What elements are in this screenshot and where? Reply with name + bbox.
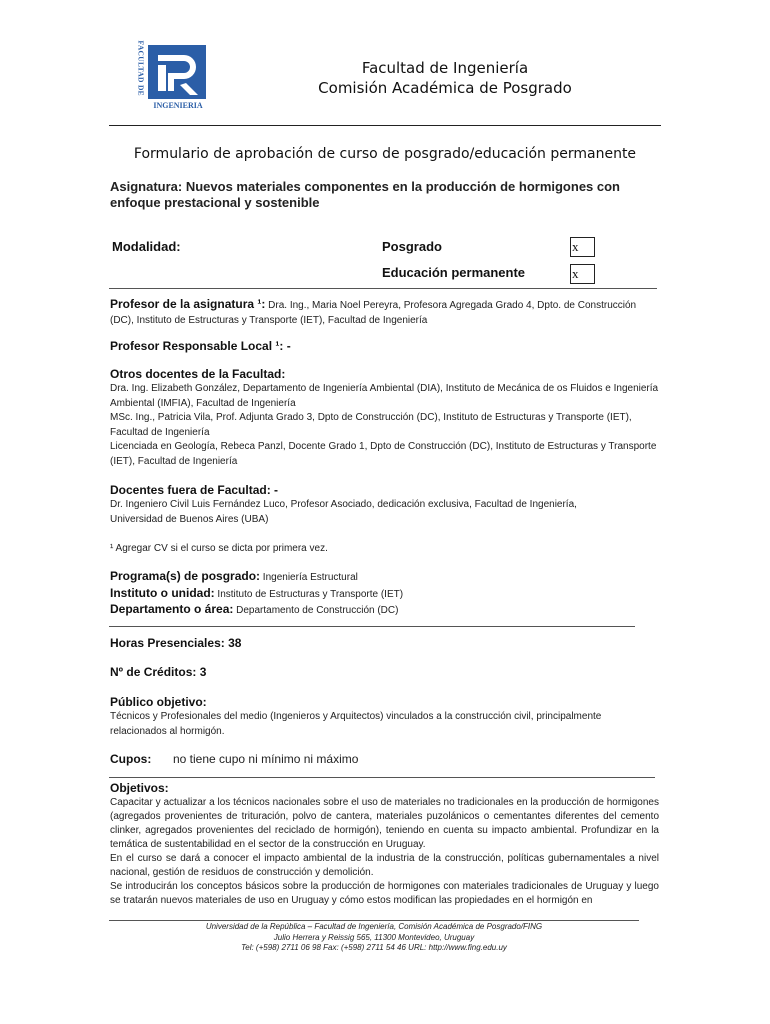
external-teachers-text: Dr. Ingeniero Civil Luis Fernández Luco, Profesor Asociado, dedicación exclusiva, Facultad de Ingeniería, Universidad de Buenos Aires (UBA) [110, 499, 577, 525]
local-responsible: Profesor Responsable Local ¹: - [110, 339, 291, 353]
modality-label: Modalidad: [112, 239, 181, 254]
form-title: Formulario de aprobación de curso de posgrado/educación permanente [133, 146, 637, 162]
professor-text: Dra. Ing., Maria Noel Pereyra, Profesora Agregada Grado 4, Dpto. de Construcción (DC), Instituto de Estructuras y Transporte (IET), Facultad de Ingeniería [110, 300, 637, 326]
section-divider [109, 777, 655, 778]
quota-value: no tiene cupo ni mínimo ni máximo [173, 752, 359, 766]
subject-heading: Asignatura: Nuevos materiales componentes en la producción de hormigones con enfoque prestacional y sostenible [110, 179, 620, 210]
section-divider [109, 626, 635, 627]
program-label: Programa(s) de posgrado: [110, 569, 261, 583]
logo-text-bottom: INGENIERIA [153, 101, 203, 110]
hours: Horas Presenciales: 38 [110, 636, 242, 650]
footer-divider [109, 920, 639, 921]
audience-text: Técnicos y Profesionales del medio (Ingenieros y Arquitectos) vinculados a la construcción civil, principalmente relacionados al hormigón. [110, 711, 602, 737]
teacher-item: Dra. Ing. Elizabeth González, Departamento de Ingeniería Ambiental (DIA), Instituto de Mecánica de os Fluidos e Ingeniería Ambiental (IMFIA), Facultad de Ingeniería [110, 383, 659, 409]
checkbox-educacion[interactable]: x [570, 264, 595, 284]
program-value: Ingeniería Estructural [260, 572, 358, 583]
objectives-text [110, 796, 659, 908]
professor-block [110, 297, 660, 328]
faculty-title: Facultad de Ingeniería [361, 59, 529, 77]
department-label: Departamento o área: [110, 602, 234, 617]
checkbox-posgrado[interactable]: x [570, 237, 595, 257]
audience-label: Público objetivo: [110, 695, 207, 709]
quota-label: Cupos: [110, 752, 152, 766]
footnote: ¹ Agregar CV si el curso se dicta por primera vez. [110, 543, 328, 554]
program-block [110, 569, 660, 619]
footer-line: Universidad de la República – Facultad de Ingeniería, Comisión Académica de Posgrado/FING [205, 922, 543, 931]
teacher-item: Licenciada en Geología, Rebeca Panzl, Docente Grado 1, Dpto de Construcción (DC), Instituto de Estructuras y Transporte (IET), Facultad de Ingeniería [110, 441, 657, 467]
department-value: Departamento de Construcción (DC) [233, 605, 399, 617]
header-titles [300, 58, 590, 98]
commission-title: Comisión Académica de Posgrado [318, 79, 572, 97]
credits: Nº de Créditos: 3 [110, 665, 207, 679]
logo-text-vertical: FACULTAD DE [136, 40, 146, 96]
faculty-logo [134, 40, 208, 113]
professor-label: Profesor de la asignatura ¹: [110, 297, 266, 311]
section-divider [109, 288, 657, 289]
other-teachers-label: Otros docentes de la Facultad: [110, 367, 286, 381]
external-teachers-label: Docentes fuera de Facultad: - [110, 483, 279, 497]
footer-line: Tel: (+598) 2711 06 98 Fax: (+598) 2711 54 46 URL: http://www.fing.edu.uy [241, 943, 507, 952]
objectives-paragraph: Capacitar y actualizar a los técnicos nacionales sobre el uso de materiales no tradicionales en la producción de hormigones (agregados provenientes de trituración, polvo de cantera, materiales puzolánicos o cementantes diferentes del cemento clinker, agregados provenientes del reciclado de hormigón), teniendo en cuenta su impacto ambiental. Profundizar en la temática de sustentabilidad en el sector de la construcción en Uruguay. [110, 797, 659, 850]
other-teachers-list [110, 382, 660, 470]
modality-option-posgrado: Posgrado [382, 239, 442, 254]
modality-option-educacion: Educación permanente [382, 265, 526, 280]
footer [109, 922, 639, 954]
objectives-paragraph: Se introducirán los conceptos básicos sobre la producción de hormigones con materiales tradicionales de Uruguay y luego se tratarán nuevos materiales de uso en Uruguay y cómo estos modifican las propiedades en el hormigón en [110, 881, 659, 906]
teacher-item: MSc. Ing., Patricia Vila, Prof. Adjunta Grado 3, Dpto de Construcción (DC), Instituto de Estructuras y Transporte (IET), Facultad de Ingeniería [110, 412, 632, 438]
header-divider [109, 125, 661, 126]
footer-line: Julio Herrera y Reissig 565, 11300 Montevideo, Uruguay [273, 932, 475, 942]
objectives-paragraph: En el curso se dará a conocer el impacto ambiental de la industria de la construcción, políticas gubernamentales a nivel nacional, gestión de residuos de construcción y demolición. [110, 853, 659, 878]
objectives-label: Objetivos: [110, 781, 169, 795]
institute-value: Instituto de Estructuras y Transporte (IET) [214, 588, 404, 600]
institute-label: Instituto o unidad: [110, 585, 215, 600]
